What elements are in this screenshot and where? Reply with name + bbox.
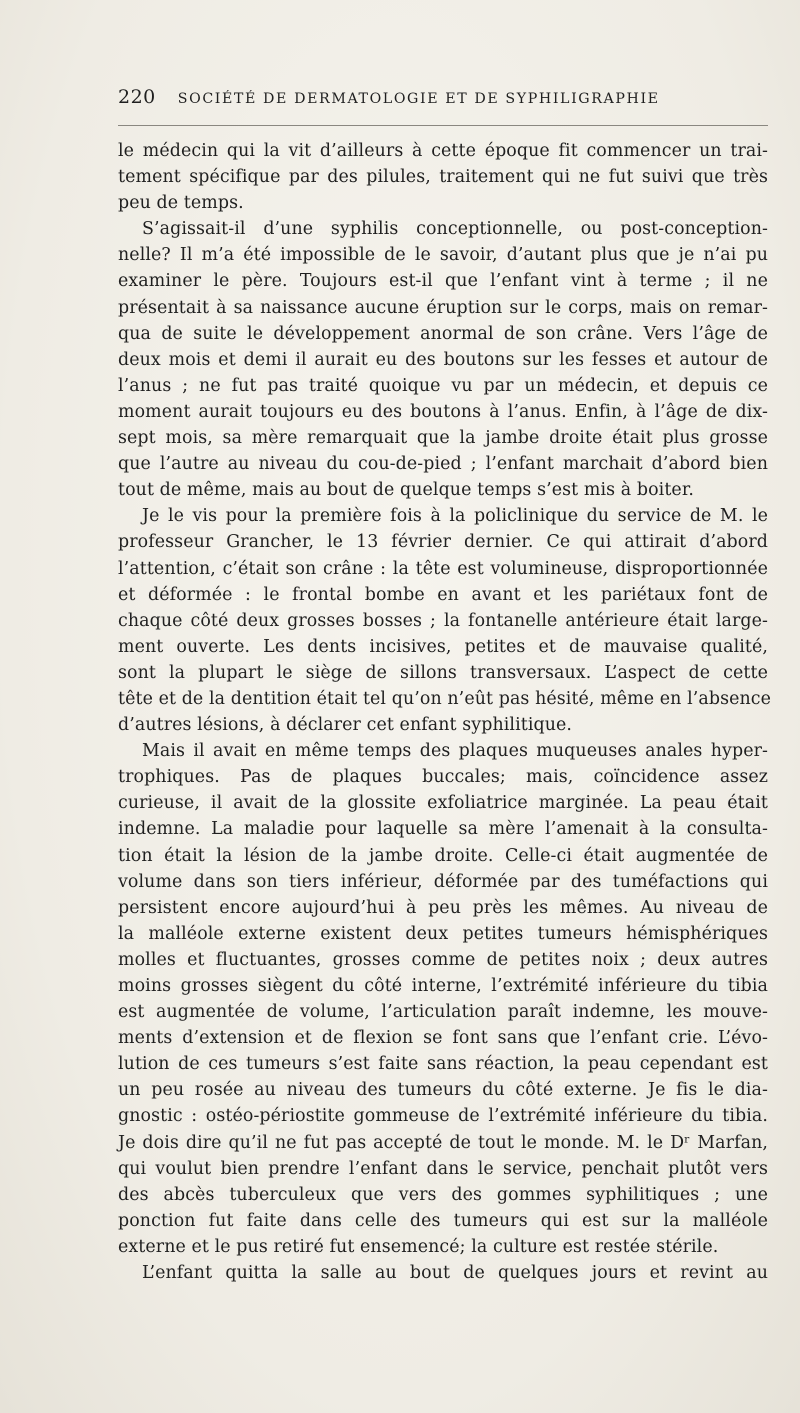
text-line: S’agissait-il d’une syphilis conceptionnelle, ou post-conception- bbox=[142, 219, 768, 240]
text-line: nelle? Il m’a été impossible de le savoir, d’autant plus que je n’ai pu bbox=[118, 245, 768, 266]
text-line: trophiques. Pas de plaques buccales; mais, coïncidence assez bbox=[118, 767, 768, 788]
text-line: peu de temps. bbox=[118, 193, 244, 214]
text-line: persistent encore aujourd’hui à peu près les mêmes. Au niveau de bbox=[118, 897, 768, 918]
text-line: ments d’extension et de flexion se font sans que l’enfant crie. L’évo- bbox=[118, 1028, 768, 1049]
text-line: qui voulut bien prendre l’enfant dans le service, penchait plutôt vers bbox=[118, 1158, 768, 1179]
text-line: un peu rosée au niveau des tumeurs du côté externe. Je fis le dia- bbox=[118, 1080, 768, 1101]
text-line: l’anus ; ne fut pas traité quoique vu par un médecin, et depuis ce bbox=[118, 375, 768, 396]
text-line: tion était la lésion de la jambe droite. Celle-ci était augmentée de bbox=[118, 845, 768, 866]
text-line: l’attention, c’était son crâne : la tête est volumineuse, disproportionnée bbox=[118, 558, 768, 579]
text-line: lution de ces tumeurs s’est faite sans réaction, la peau cependant est bbox=[118, 1054, 768, 1075]
body-text bbox=[118, 138, 772, 1286]
text-line: tête et de la dentition était tel qu’on n’eût pas hésité, même en l’absence bbox=[118, 688, 772, 709]
text-line: examiner le père. Toujours est-il que l’enfant vint à terme ; il ne bbox=[118, 271, 768, 292]
text-line: tout de même, mais au bout de quelque temps s’est mis à boiter. bbox=[118, 480, 694, 501]
text-line: curieuse, il avait de la glossite exfoliatrice marginée. La peau était bbox=[118, 793, 768, 814]
text-line: présentait à sa naissance aucune éruption sur le corps, mais on remar- bbox=[118, 297, 768, 318]
page-number: 220 bbox=[118, 86, 156, 108]
text-line: professeur Grancher, le 13 février dernier. Ce qui attirait d’abord bbox=[118, 532, 768, 553]
text-line: la malléole externe existent deux petites tumeurs hémisphériques bbox=[118, 923, 768, 944]
text-line: chaque côté deux grosses bosses ; la fontanelle antérieure était large- bbox=[118, 610, 768, 631]
text-line: moment aurait toujours eu des boutons à l’anus. Enfin, à l’âge de dix- bbox=[118, 401, 768, 422]
text-line: d’autres lésions, à déclarer cet enfant syphilitique. bbox=[118, 715, 573, 736]
text-line: deux mois et demi il aurait eu des boutons sur les fesses et autour de bbox=[118, 349, 768, 370]
text-line: est augmentée de volume, l’articulation paraît indemne, les mouve- bbox=[118, 1002, 768, 1023]
text-line: moins grosses siègent du côté interne, l’extrémité inférieure du tibia bbox=[118, 976, 768, 996]
text-line: sont la plupart le siège de sillons transversaux. L’aspect de cette bbox=[118, 662, 768, 683]
text-line: volume dans son tiers inférieur, déformée par des tuméfactions qui bbox=[118, 871, 768, 892]
text-line: Je dois dire qu’il ne fut pas accepté de tout le monde. M. le Dʳ Marfan, bbox=[118, 1132, 768, 1153]
text-line: ment ouverte. Les dents incisives, petites et de mauvaise qualité, bbox=[118, 636, 768, 657]
text-line: gnostic : ostéo-périostite gommeuse de l’extrémité inférieure du tibia. bbox=[118, 1106, 768, 1127]
text-line: des abcès tuberculeux que vers des gommes syphilitiques ; une bbox=[118, 1184, 768, 1205]
text-line: Je le vis pour la première fois à la policlinique du service de M. le bbox=[142, 506, 768, 527]
text-line: externe et le pus retiré fut ensemencé; la culture est restée stérile. bbox=[118, 1236, 719, 1257]
text-line: tement spécifique par des pilules, traitement qui ne fut suivi que très bbox=[118, 167, 768, 188]
text-line: molles et fluctuantes, grosses comme de petites noix ; deux autres bbox=[118, 949, 768, 970]
text-line: et déformée : le frontal bombe en avant et les pariétaux font de bbox=[118, 584, 768, 605]
text-line: Mais il avait en même temps des plaques muqueuses anales hyper- bbox=[142, 741, 768, 762]
text-line: sept mois, sa mère remarquait que la jambe droite était plus grosse bbox=[118, 428, 768, 449]
header-rule bbox=[118, 125, 768, 126]
text-line: indemne. La maladie pour laquelle sa mère l’amenait à la consulta- bbox=[118, 819, 768, 840]
text-line: L’enfant quitta la salle au bout de quelques jours et revint au bbox=[142, 1263, 768, 1284]
text-line: le médecin qui la vit d’ailleurs à cette époque fit commencer un trai- bbox=[118, 141, 768, 161]
running-head: SOCIÉTÉ DE DERMATOLOGIE ET DE SYPHILIGRAPHIE bbox=[177, 91, 660, 107]
text-line: ponction fut faite dans celle des tumeurs qui est sur la malléole bbox=[118, 1210, 768, 1231]
text-line: que l’autre au niveau du cou-de-pied ; l’enfant marchait d’abord bien bbox=[118, 454, 768, 475]
page-header bbox=[118, 86, 768, 114]
text-line: qua de suite le développement anormal de son crâne. Vers l’âge de bbox=[118, 323, 768, 344]
